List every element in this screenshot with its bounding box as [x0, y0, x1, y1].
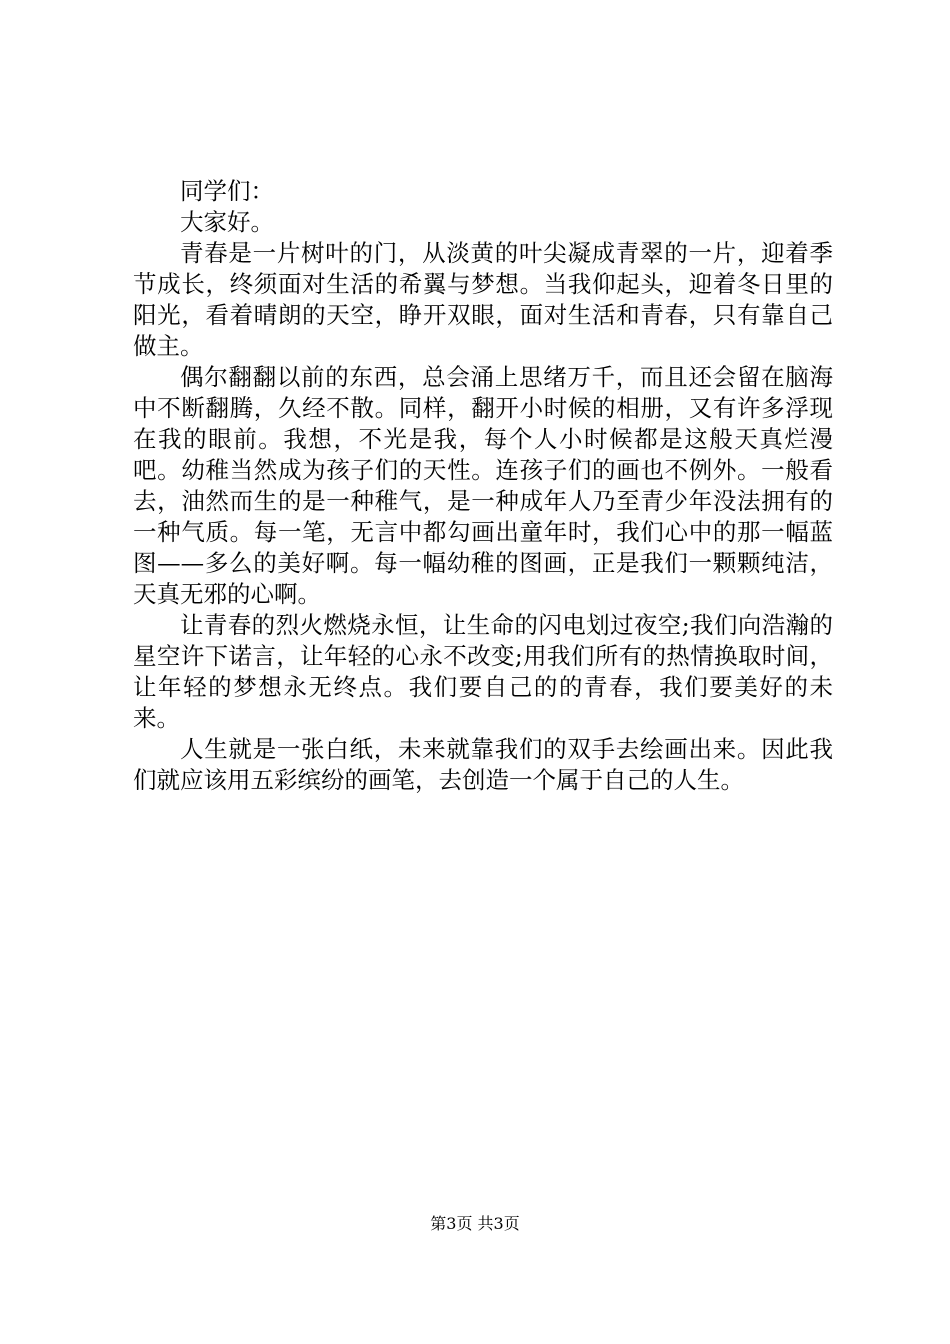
paragraph-youth-fire: 让青春的烈火燃烧永恒，让生命的闪电划过夜空;我们向浩瀚的星空许下诺言，让年轻的心永不改变;用我们所有的热情换取时间，让年轻的梦想永无终点。我们要自己的的青春，我们要美好的未来。: [133, 611, 833, 732]
greeting: 大家好。: [180, 208, 274, 236]
page-indicator: 第3页 共3页: [430, 1214, 520, 1233]
page-footer: [0, 1214, 950, 1234]
paragraph-life-white-paper: 人生就是一张白纸，未来就靠我们的双手去绘画出来。因此我们就应该用五彩缤纷的画笔，去创造一个属于自己的人生。: [133, 735, 833, 794]
salutation: 同学们：: [180, 177, 274, 205]
paragraph-youth-leaf: 青春是一片树叶的门，从淡黄的叶尖凝成青翠的一片，迎着季节成长，终须面对生活的希翼与梦想。当我仰起头，迎着冬日里的阳光，看着晴朗的天空，睁开双眼，面对生活和青春，只有靠自己做主。: [133, 239, 833, 360]
paragraph-childhood-memories: 偶尔翻翻以前的东西，总会涌上思绪万千，而且还会留在脑海中不断翻腾，久经不散。同样，翻开小时候的相册，又有许多浮现在我的眼前。我想，不光是我，每个人小时候都是这般天真烂漫吧。幼稚当然成为孩子们的天性。连孩子们的画也不例外。一般看去，油然而生的是一种稚气，是一种成年人乃至青少年没法拥有的一种气质。每一笔，无言中都勾画出童年时，我们心中的那一幅蓝图——多么的美好啊。每一幅幼稚的图画，正是我们一颗颗纯洁，天真无邪的心啊。: [133, 363, 833, 608]
document-body: [133, 176, 833, 796]
